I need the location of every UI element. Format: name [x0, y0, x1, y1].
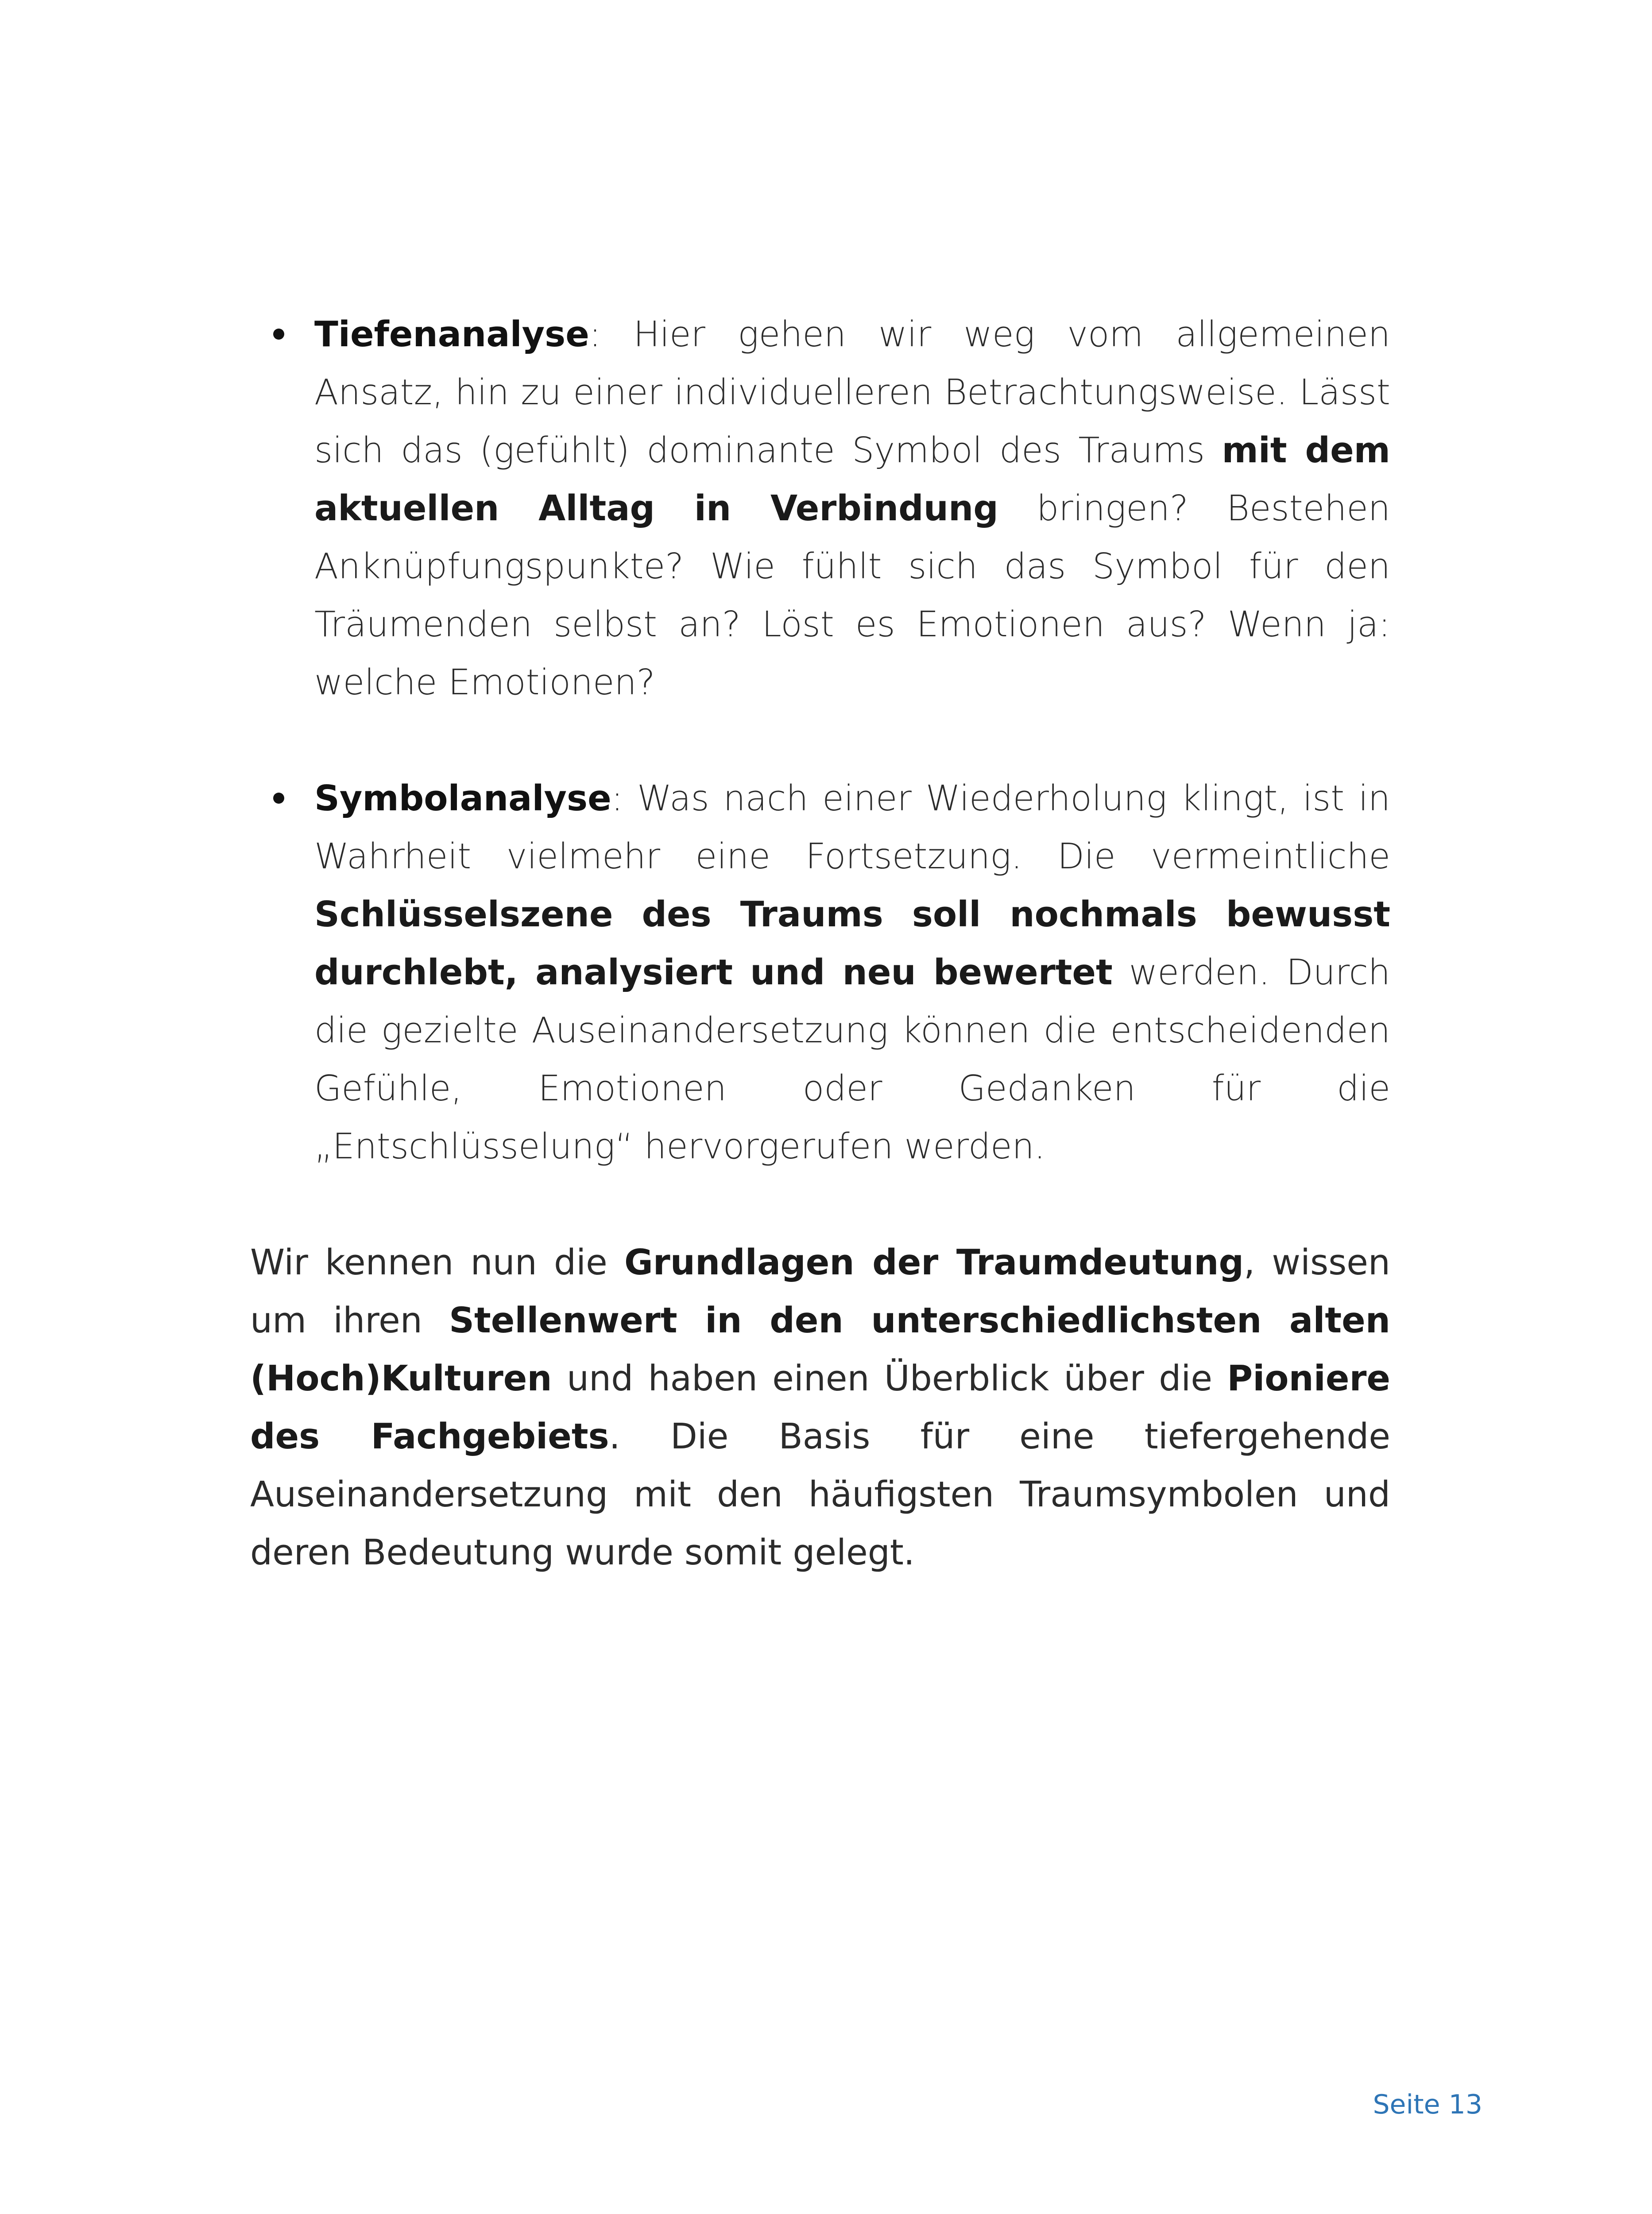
page-number: Seite 13 [1373, 2089, 1482, 2120]
summary-emphasis-2: Stellenwert in den unterschiedlichsten alten (Hoch)Kulturen [250, 1300, 1391, 1399]
summary-emphasis-1: Grundlagen der Traumdeutung [624, 1242, 1244, 1283]
analysis-list [250, 306, 1390, 1176]
bullet-icon [273, 329, 284, 340]
list-item-tiefenanalyse [250, 306, 1390, 712]
symbolanalyse-emphasis: Schlüsselszene des Traums soll nochmals bewusst durchlebt, analysiert und neu bewertet [314, 894, 1390, 993]
bullet-icon [273, 793, 284, 804]
symbolanalyse-text-1: : Was nach einer Wiederholung klingt, ist in Wahrheit vielmehr eine Fortsetzung. Die vermeintliche [314, 778, 1390, 877]
summary-text-3: und haben einen Überblick über die [552, 1358, 1227, 1399]
page-content [250, 306, 1390, 1582]
tiefenanalyse-emphasis: mit dem aktuellen Alltag in Verbindung [314, 430, 1390, 529]
term-tiefenanalyse: Tiefenanalyse [314, 314, 589, 355]
summary-paragraph [250, 1234, 1390, 1582]
summary-text-4: . Die Basis für eine tiefergehende Auseinandersetzung mit den häufigsten Traumsymbolen und deren Bedeutung wurde somit gelegt. [250, 1416, 1391, 1573]
term-symbolanalyse: Symbolanalyse [314, 778, 611, 819]
summary-text-1: Wir kennen nun die [250, 1242, 624, 1283]
tiefenanalyse-text-2: bringen? Bestehen Anknüpfungspunkte? Wie fühlt sich das Symbol für den Träumenden selbst an? Löst es Emotionen aus? Wenn ja: welche Emotionen? [314, 488, 1390, 703]
list-item-symbolanalyse [250, 770, 1390, 1176]
summary-text-2: , wissen um ihren [250, 1242, 1390, 1341]
symbolanalyse-text-2: werden. Durch die gezielte Auseinandersetzung können die entscheidenden Gefühle, Emotionen oder Gedanken für die „Entschlüsselung“ hervorgerufen werden. [314, 952, 1390, 1167]
summary-emphasis-3: Pioniere des Fachgebiets [250, 1358, 1390, 1457]
tiefenanalyse-text-1: : Hier gehen wir weg vom allgemeinen Ansatz, hin zu einer individuelleren Betrachtungsweise. Lässt sich das (gefühlt) dominante Symbol des Traums [314, 314, 1390, 471]
